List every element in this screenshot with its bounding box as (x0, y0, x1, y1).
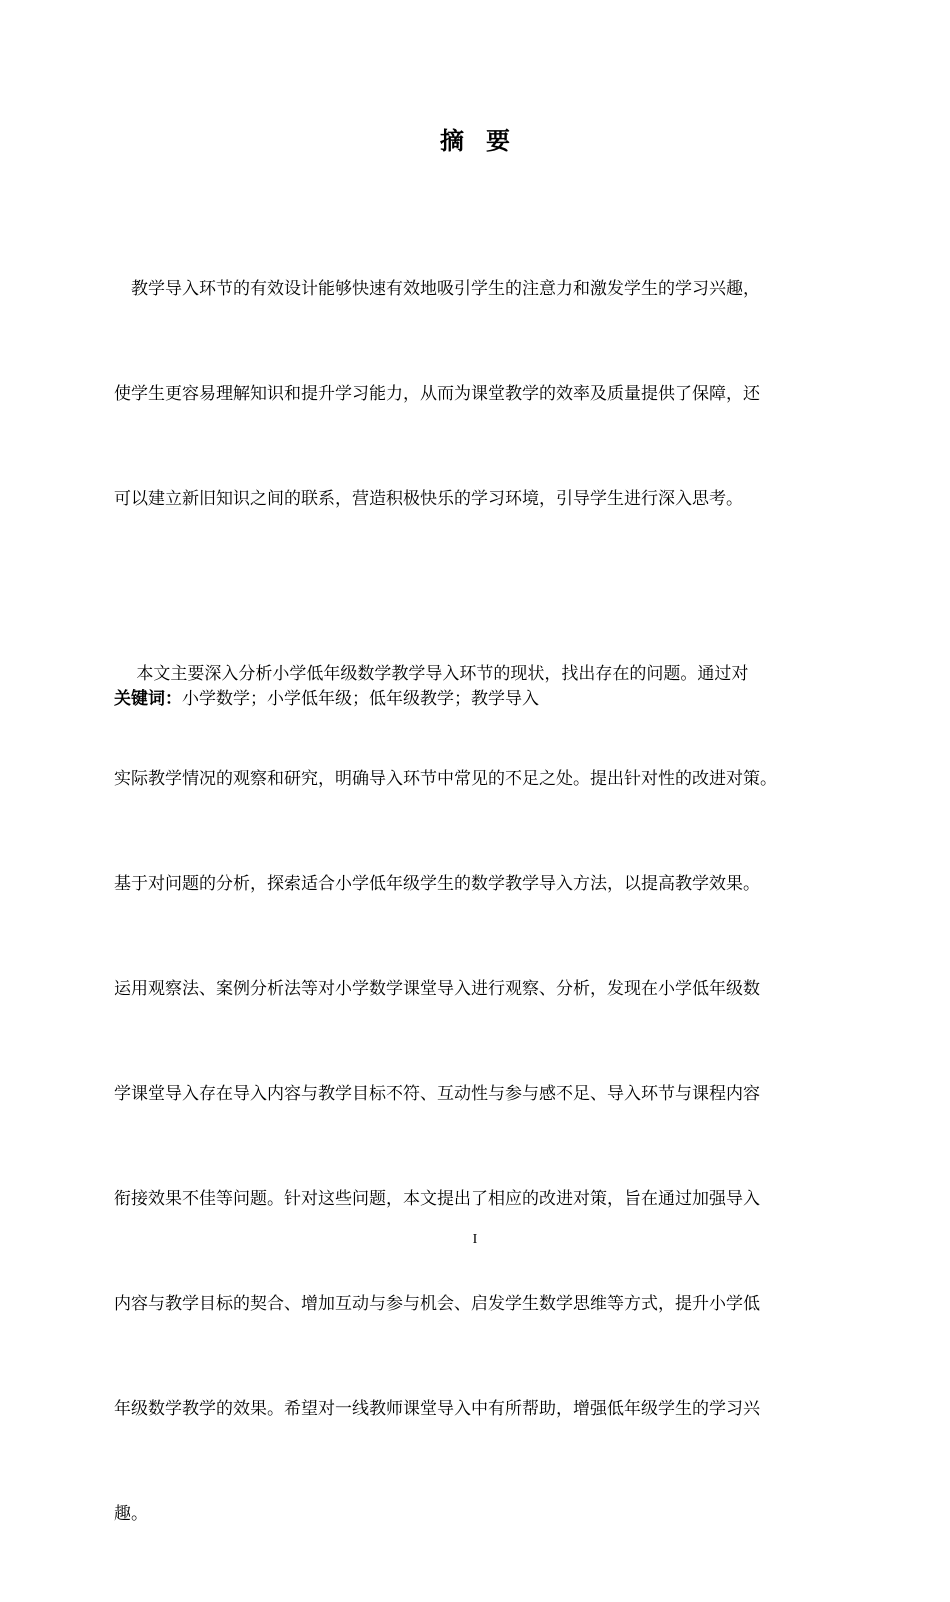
abstract-body (114, 202, 847, 1602)
page-title: 摘要 (440, 127, 532, 155)
keywords-text: 小学数学；小学低年级；低年级教学；教学导入 (182, 689, 539, 709)
paragraph-line: 运用观察法、案例分析法等对小学数学课堂导入进行观察、分析，发现在小学低年级数 (114, 979, 760, 999)
paragraph-line: 使学生更容易理解知识和提升学习能力，从而为课堂教学的效率及质量提供了保障，还 (114, 384, 760, 404)
paragraph-line: 本文主要深入分析小学低年级数学教学导入环节的现状，找出存在的问题。通过对 (114, 664, 749, 684)
paragraph-line: 年级数学教学的效果。希望对一线教师课堂导入中有所帮助，增强低年级学生的学习兴 (114, 1399, 760, 1419)
keywords (114, 684, 539, 714)
paragraph-line: 可以建立新旧知识之间的联系，营造积极快乐的学习环境，引导学生进行深入思考。 (114, 489, 743, 509)
paragraph-line: 学课堂导入存在导入内容与教学目标不符、互动性与参与感不足、导入环节与课程内容 (114, 1084, 760, 1104)
paragraph-line: 教学导入环节的有效设计能够快速有效地吸引学生的注意力和激发学生的学习兴趣， (114, 279, 760, 299)
paragraph-2 (114, 587, 847, 1602)
paragraph-line: 实际教学情况的观察和研究，明确导入环节中常见的不足之处。提出针对性的改进对策。 (114, 769, 777, 789)
paragraph-1 (114, 202, 847, 587)
paragraph-line: 衔接效果不佳等问题。针对这些问题，本文提出了相应的改进对策，旨在通过加强导入 (114, 1189, 760, 1209)
paragraph-line: 基于对问题的分析，探索适合小学低年级学生的数学教学导入方法，以提高教学效果。 (114, 874, 760, 894)
page-number: I (472, 1232, 478, 1247)
paragraph-line: 内容与教学目标的契合、增加互动与参与机会、启发学生数学思维等方式，提升小学低 (114, 1294, 760, 1314)
paragraph-line: 趣。 (114, 1504, 148, 1524)
keywords-label: 关键词： (114, 689, 182, 709)
